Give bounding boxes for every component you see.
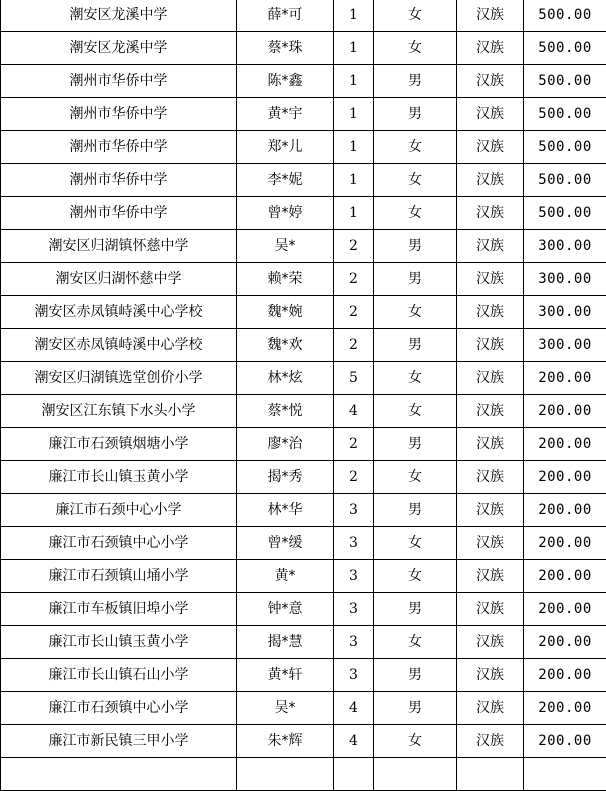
school-cell: 廉江市石颈镇中心小学	[1, 527, 237, 560]
school-cell: 廉江市石颈镇中心小学	[1, 692, 237, 725]
student-name-cell: 李*妮	[237, 164, 334, 197]
student-name-cell: 林*华	[237, 494, 334, 527]
table-row	[1, 725, 606, 758]
student-name-cell: 揭*慧	[237, 626, 334, 659]
amount-cell: 200.00	[524, 362, 606, 395]
student-name-cell: 曾*缓	[237, 527, 334, 560]
gender-cell: 女	[374, 197, 457, 230]
grade-cell: 3	[334, 593, 374, 626]
gender-cell: 女	[374, 560, 457, 593]
gender-cell: 女	[374, 395, 457, 428]
ethnicity-cell	[457, 758, 524, 791]
table-row	[1, 659, 606, 692]
grade-cell: 2	[334, 230, 374, 263]
amount-cell: 200.00	[524, 659, 606, 692]
school-cell: 廉江市新民镇三甲小学	[1, 725, 237, 758]
amount-cell: 300.00	[524, 329, 606, 362]
gender-cell: 男	[374, 494, 457, 527]
ethnicity-cell: 汉族	[457, 725, 524, 758]
gender-cell: 男	[374, 593, 457, 626]
grade-cell: 2	[334, 329, 374, 362]
amount-cell: 200.00	[524, 593, 606, 626]
gender-cell: 男	[374, 230, 457, 263]
ethnicity-cell: 汉族	[457, 164, 524, 197]
amount-cell: 200.00	[524, 626, 606, 659]
student-name-cell: 吴*	[237, 230, 334, 263]
amount-cell: 500.00	[524, 32, 606, 65]
amount-cell: 300.00	[524, 296, 606, 329]
table-row	[1, 131, 606, 164]
amount-cell: 500.00	[524, 197, 606, 230]
gender-cell: 男	[374, 263, 457, 296]
school-cell: 潮安区龙溪中学	[1, 0, 237, 32]
ethnicity-cell: 汉族	[457, 65, 524, 98]
table-row	[1, 494, 606, 527]
grade-cell: 3	[334, 560, 374, 593]
gender-cell: 男	[374, 659, 457, 692]
amount-cell: 500.00	[524, 164, 606, 197]
grade-cell: 4	[334, 692, 374, 725]
amount-cell: 200.00	[524, 395, 606, 428]
amount-cell: 300.00	[524, 263, 606, 296]
ethnicity-cell: 汉族	[457, 626, 524, 659]
table-row	[1, 98, 606, 131]
table-row	[1, 263, 606, 296]
ethnicity-cell: 汉族	[457, 296, 524, 329]
school-cell: 廉江市长山镇玉黄小学	[1, 626, 237, 659]
school-cell: 廉江市车板镇旧埠小学	[1, 593, 237, 626]
amount-cell: 200.00	[524, 428, 606, 461]
amount-cell: 500.00	[524, 131, 606, 164]
ethnicity-cell: 汉族	[457, 593, 524, 626]
student-name-cell: 林*炫	[237, 362, 334, 395]
gender-cell: 女	[374, 527, 457, 560]
grade-cell: 1	[334, 65, 374, 98]
amount-cell: 500.00	[524, 65, 606, 98]
student-name-cell: 曾*婷	[237, 197, 334, 230]
table-row	[1, 593, 606, 626]
ethnicity-cell: 汉族	[457, 362, 524, 395]
amount-cell: 200.00	[524, 725, 606, 758]
ethnicity-cell: 汉族	[457, 263, 524, 296]
amount-cell: 200.00	[524, 494, 606, 527]
ethnicity-cell: 汉族	[457, 131, 524, 164]
grade-cell: 3	[334, 527, 374, 560]
grade-cell: 3	[334, 659, 374, 692]
grade-cell	[334, 758, 374, 791]
grade-cell: 2	[334, 461, 374, 494]
student-name-cell: 廖*治	[237, 428, 334, 461]
amount-cell: 200.00	[524, 461, 606, 494]
gender-cell	[374, 758, 457, 791]
amount-cell: 200.00	[524, 692, 606, 725]
table-row	[1, 230, 606, 263]
grade-cell: 2	[334, 296, 374, 329]
ethnicity-cell: 汉族	[457, 230, 524, 263]
student-name-cell: 郑*儿	[237, 131, 334, 164]
student-name-cell: 黄*轩	[237, 659, 334, 692]
school-cell: 廉江市长山镇石山小学	[1, 659, 237, 692]
school-cell: 潮安区赤凤镇峙溪中心学校	[1, 296, 237, 329]
ethnicity-cell: 汉族	[457, 32, 524, 65]
ethnicity-cell: 汉族	[457, 329, 524, 362]
ethnicity-cell: 汉族	[457, 0, 524, 32]
grade-cell: 2	[334, 263, 374, 296]
school-cell: 潮州市华侨中学	[1, 65, 237, 98]
student-name-cell: 吴*	[237, 692, 334, 725]
student-name-cell: 魏*婉	[237, 296, 334, 329]
school-cell: 潮安区赤凤镇峙溪中心学校	[1, 329, 237, 362]
ethnicity-cell: 汉族	[457, 560, 524, 593]
gender-cell: 男	[374, 329, 457, 362]
student-name-cell: 陈*鑫	[237, 65, 334, 98]
school-cell: 潮安区归湖镇选堂创价小学	[1, 362, 237, 395]
table-row	[1, 329, 606, 362]
gender-cell: 男	[374, 65, 457, 98]
table-body	[1, 0, 606, 791]
gender-cell: 女	[374, 626, 457, 659]
table-row	[1, 0, 606, 32]
amount-cell: 300.00	[524, 230, 606, 263]
ethnicity-cell: 汉族	[457, 197, 524, 230]
grade-cell: 1	[334, 131, 374, 164]
grade-cell: 2	[334, 428, 374, 461]
table-row	[1, 461, 606, 494]
table-row	[1, 164, 606, 197]
school-cell: 潮州市华侨中学	[1, 197, 237, 230]
student-name-cell: 魏*欢	[237, 329, 334, 362]
grade-cell: 1	[334, 197, 374, 230]
ethnicity-cell: 汉族	[457, 98, 524, 131]
ethnicity-cell: 汉族	[457, 494, 524, 527]
student-name-cell: 赖*荣	[237, 263, 334, 296]
school-cell: 廉江市石颈中心小学	[1, 494, 237, 527]
table-row	[1, 32, 606, 65]
school-cell: 潮州市华侨中学	[1, 98, 237, 131]
table-row	[1, 626, 606, 659]
gender-cell: 女	[374, 0, 457, 32]
student-name-cell: 黄*	[237, 560, 334, 593]
student-name-cell: 蔡*珠	[237, 32, 334, 65]
grade-cell: 1	[334, 164, 374, 197]
grade-cell: 5	[334, 362, 374, 395]
grade-cell: 4	[334, 395, 374, 428]
student-name-cell: 揭*秀	[237, 461, 334, 494]
table-row	[1, 692, 606, 725]
grade-cell: 3	[334, 494, 374, 527]
grade-cell: 1	[334, 98, 374, 131]
amount-cell: 500.00	[524, 0, 606, 32]
grade-cell: 1	[334, 0, 374, 32]
gender-cell: 男	[374, 692, 457, 725]
student-name-cell: 黄*宇	[237, 98, 334, 131]
school-cell: 潮安区归湖怀慈中学	[1, 263, 237, 296]
grade-cell: 1	[334, 32, 374, 65]
grade-cell: 4	[334, 725, 374, 758]
gender-cell: 女	[374, 725, 457, 758]
school-cell: 潮安区江东镇下水头小学	[1, 395, 237, 428]
table-row	[1, 65, 606, 98]
amount-cell: 200.00	[524, 560, 606, 593]
gender-cell: 女	[374, 461, 457, 494]
ethnicity-cell: 汉族	[457, 659, 524, 692]
student-name-cell: 钟*意	[237, 593, 334, 626]
gender-cell: 女	[374, 164, 457, 197]
school-cell	[1, 758, 237, 791]
student-name-cell	[237, 758, 334, 791]
gender-cell: 女	[374, 296, 457, 329]
table-row	[1, 395, 606, 428]
table-row	[1, 560, 606, 593]
ethnicity-cell: 汉族	[457, 395, 524, 428]
gender-cell: 男	[374, 98, 457, 131]
ethnicity-cell: 汉族	[457, 428, 524, 461]
school-cell: 潮安区归湖镇怀慈中学	[1, 230, 237, 263]
table-row	[1, 428, 606, 461]
ethnicity-cell: 汉族	[457, 692, 524, 725]
gender-cell: 男	[374, 428, 457, 461]
ethnicity-cell: 汉族	[457, 527, 524, 560]
school-cell: 潮州市华侨中学	[1, 164, 237, 197]
gender-cell: 女	[374, 131, 457, 164]
amount-cell	[524, 758, 606, 791]
school-cell: 潮安区龙溪中学	[1, 32, 237, 65]
amount-cell: 200.00	[524, 527, 606, 560]
student-name-cell: 薛*可	[237, 0, 334, 32]
table-row	[1, 296, 606, 329]
school-cell: 廉江市石颈镇山埇小学	[1, 560, 237, 593]
table-row	[1, 362, 606, 395]
table-row	[1, 527, 606, 560]
school-cell: 廉江市长山镇玉黄小学	[1, 461, 237, 494]
table-row	[1, 197, 606, 230]
grade-cell: 3	[334, 626, 374, 659]
table-row	[1, 758, 606, 791]
amount-cell: 500.00	[524, 98, 606, 131]
gender-cell: 女	[374, 362, 457, 395]
school-cell: 潮州市华侨中学	[1, 131, 237, 164]
student-name-cell: 蔡*悦	[237, 395, 334, 428]
ethnicity-cell: 汉族	[457, 461, 524, 494]
student-name-cell: 朱*辉	[237, 725, 334, 758]
school-cell: 廉江市石颈镇烟塘小学	[1, 428, 237, 461]
gender-cell: 女	[374, 32, 457, 65]
